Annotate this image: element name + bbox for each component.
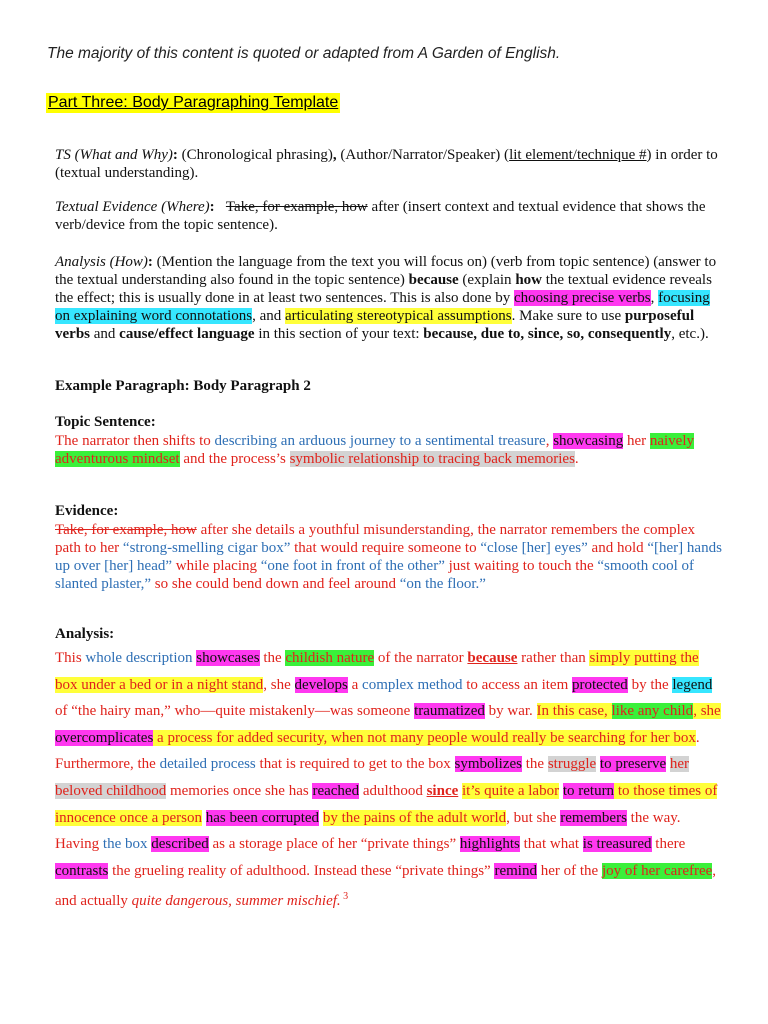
an-frag: rather than [517,650,590,666]
ts-colon: : [172,147,178,163]
ts-frag: and the process’s [179,451,290,467]
an-because: because [408,272,459,288]
part-title: Part Three: Body Paragraphing Template [48,94,339,111]
ev-frag: “[her] hands up over [her] head” [55,540,722,574]
ev-frag: “one foot in front of the other” [260,558,445,574]
an-text-5: , and [252,308,285,324]
an-frag: remembers [560,809,627,826]
an-frag: memories once she has [166,782,313,799]
an-frag: develops [294,676,348,693]
an-frag: In this case, [536,703,612,720]
an-connector-list: because, due to, since, so, consequently [423,326,672,342]
an-frag: protected [572,676,628,693]
ts-comma: , [332,147,337,163]
ts-frag: showcasing [553,433,624,449]
an-frag: of the narrator [374,650,468,666]
an-frag: the [522,756,548,773]
ev-frag: while placing [172,558,261,574]
an-frag: to those times of innocence once a person [55,782,718,826]
an-frag: , she [263,676,295,693]
an-frag: traumatized [414,703,485,720]
analysis-heading: Analysis: [55,626,115,642]
an-text-2: (explain [458,272,516,288]
an-frag: quite dangerous, summer mischief. [131,893,341,910]
an-frag: simply putting the box under a bed or in a night stand [55,650,699,693]
ev-frag: after she details a youthful misunderstanding, the narrator remembers the complex path to her [55,522,695,556]
an-cause-effect: cause/effect language [119,326,255,342]
an-frag: to preserve [599,756,667,773]
ev-frag: that would require someone to [290,540,481,556]
an-frag: that is required to get to the box [255,756,455,773]
ev-frag: “on the floor.” [399,576,486,592]
an-frag: is treasured [582,836,652,853]
ts-frag: describing an arduous journey to a sentimental treasure [214,433,546,449]
an-frag: a process for added security, when not many people would really be searching for her box [157,729,696,746]
an-frag: by the pains of the adult world [322,809,507,826]
intro-note: The majority of this content is quoted or adapted from A Garden of English. [47,45,561,62]
an-frag: adulthood [359,782,427,799]
ts-label: TS (What and Why) [55,147,173,163]
ev-frag: just waiting to touch the [444,558,598,574]
an-frag: because [467,650,518,666]
an-frag: childish nature [285,650,375,666]
an-frag: since [426,782,459,799]
ts-body-1: (Chronological phrasing) [177,147,333,163]
an-frag: the box [102,836,148,853]
an-frag: This [55,650,86,666]
an-frag: complex method [362,676,463,693]
an-template [55,253,723,343]
an-text-4: , [650,290,659,306]
an-frag: showcases [196,650,260,666]
an-frag: , she [693,703,721,720]
an-frag: joy of her carefree [601,862,713,879]
an-frag: as a storage place of her “private things” [208,836,460,853]
an-frag: by the [627,676,673,693]
an-how: how [515,272,542,288]
an-frag: contrasts [55,862,109,879]
an-frag: highlights [459,836,520,853]
an-frag: overcomplicates [55,729,154,746]
ts-body-3: ) in order to (textual understanding). [55,147,718,181]
topic-sentence-section [55,413,723,468]
an-frag: the way. Having [55,809,681,853]
an-purposeful-verbs: purposeful verbs [55,308,695,342]
an-highlight-assumptions: articulating stereotypical assumptions [284,308,512,324]
an-text-6: . Make sure to use [511,308,625,324]
an-highlight-verbs: choosing precise verbs [513,290,651,306]
ev-frag: and hold [587,540,648,556]
an-frag: to return [562,782,615,799]
an-text-3: the textual evidence reveals the effect; this is usually done in at least two sentences. This is also done by [55,272,712,306]
an-frag: her beloved childhood [55,756,690,799]
an-text-7: and [90,326,120,342]
an-frag: , but she [506,809,561,826]
analysis-text [55,645,723,915]
an-frag: of “the hairy man,” who—quite mistakenly—was someone [55,703,415,720]
te-label: Textual Evidence (Where) [55,199,210,215]
ts-body-2: (Author/Narrator/Speaker) ( [336,147,510,163]
footnote-marker: 3 [340,891,349,903]
an-frag: that what [519,836,583,853]
an-label: Analysis (How) [55,254,148,270]
an-frag: her of the [536,862,602,879]
evidence-text [55,521,723,593]
te-template [55,198,723,234]
evidence-heading: Evidence: [55,503,119,519]
an-frag: whole description [85,650,193,666]
an-frag: . Furthermore, the [55,729,700,773]
an-highlight-connotations: focusing on explaining word connotations [55,290,710,324]
an-colon: : [147,254,153,270]
ts-lit: lit element/technique # [509,147,647,163]
an-frag: there [651,836,686,853]
ts-frag: , [545,433,554,449]
an-frag: remind [494,862,537,879]
an-frag: , and actually [55,862,717,910]
an-text-8: in this section of your text: [254,326,424,342]
an-frag: reached [312,782,360,799]
topic-sentence-text [55,432,723,468]
evidence-section [55,502,723,593]
ts-frag: naively adventurous mindset [55,433,695,467]
topic-sentence-heading: Topic Sentence: [55,414,156,430]
ev-frag: Take, for example, how [55,522,197,538]
te-colon: : [209,199,215,215]
an-frag: a [347,676,363,693]
an-frag: struggle [547,756,597,773]
te-body: after (insert context and textual evidence that shows the verb/device from the topic sentence). [55,199,706,233]
an-text-1: (Mention the language from the text you will focus on) (verb from topic sentence) (answer to the textual understanding also found in the topic sentence) [55,254,717,288]
an-frag: it’s quite a labor [462,782,560,799]
an-frag: like any child [611,703,694,720]
ev-frag: “strong-smelling cigar box” [122,540,291,556]
te-strike: Take, for example, how [225,199,368,215]
ts-frag: The narrator then shifts to [55,433,215,449]
ts-frag: her [623,433,650,449]
ts-template [55,146,723,182]
ev-frag: “close [her] eyes” [480,540,588,556]
ts-frag: . [574,451,579,467]
an-frag: symbolizes [454,756,522,773]
analysis-section [55,625,723,915]
an-frag: by war. [484,703,537,720]
ts-frag: symbolic relationship to tracing back memories [289,451,575,467]
an-frag: the [259,650,286,666]
an-frag: to access an item [462,676,572,693]
an-frag: has been corrupted [205,809,320,826]
an-frag: described [151,836,209,853]
an-frag: legend [672,676,713,693]
example-heading: Example Paragraph: Body Paragraph 2 [55,378,311,394]
an-text-9: , etc.). [671,326,709,342]
ev-frag: “smooth cool of slanted plaster,” [55,558,695,592]
ev-frag: so she could bend down and feel around [151,576,400,592]
an-frag: detailed process [159,756,256,773]
an-frag: the grueling reality of adulthood. Instead these “private things” [108,862,495,879]
